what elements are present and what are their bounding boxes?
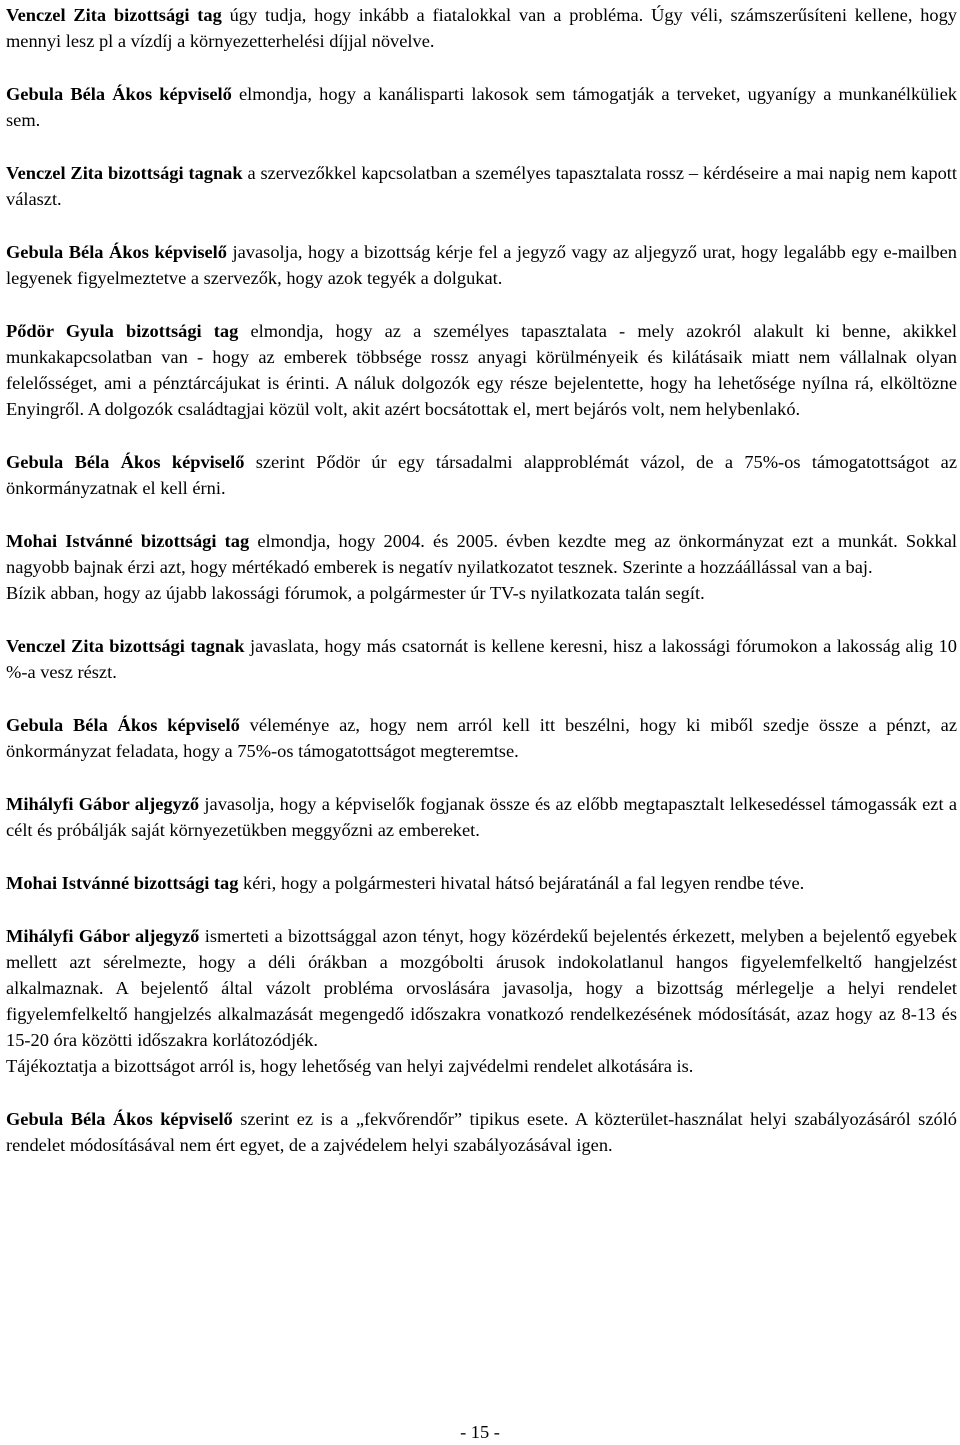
paragraph-text: javasolja, hogy a képviselők fogjanak össze és az előbb megtapasztalt lelkesedéssel támogassák ezt a célt és próbálják saját környezetükben meggyőzni az embereket. — [6, 794, 958, 840]
paragraph — [6, 870, 957, 896]
speaker-name: Gebula Béla Ákos képviselő — [6, 1109, 233, 1129]
speaker-name: Mihályfi Gábor aljegyző — [6, 794, 200, 814]
paragraph — [6, 1053, 957, 1079]
speaker-name: Gebula Béla Ákos képviselő — [6, 452, 245, 472]
paragraph-text: kéri, hogy a polgármesteri hivatal hátsó bejáratánál a fal legyen rendbe téve. — [238, 873, 805, 893]
paragraph-text: elmondja, hogy a kanálisparti lakosok sem támogatják a terveket, ugyanígy a munkanélküliek sem. — [6, 84, 958, 130]
page-number: - 15 - — [460, 1422, 500, 1442]
paragraph-text: ismerteti a bizottsággal azon tényt, hogy közérdekű bejelentés érkezett, melyben a bejelentő egyebek mellett azt sérelmezte, hogy a déli órákban a mozgóbolti árusok indokolatlanul hangos figyelemfelkeltő hangjelzést alkalmaznak. A bejelentő által vázolt probléma orvoslására javasolja, hogy a bizottság mérlegelje a helyi rendelet figyelemfelkeltő hangjelzés alkalmazását megengedő időszakra vonatkozó rendelkezésének módosítását, azaz hogy az 8-13 és 15-20 óra közötti időszakra korlátozódjék. — [6, 926, 958, 1050]
speaker-name: Mohai Istvánné bizottsági tag — [6, 873, 239, 893]
paragraph — [6, 580, 957, 606]
speaker-name: Gebula Béla Ákos képviselő — [6, 84, 232, 104]
speaker-name: Venczel Zita bizottsági tagnak — [6, 163, 243, 183]
paragraph-text: szerint Pődör úr egy társadalmi alapproblémát vázol, de a 75%-os támogatottságot az önkormányzatnak el kell érni. — [6, 452, 957, 498]
paragraph-text: úgy tudja, hogy inkább a fiatalokkal van a probléma. Úgy véli, számszerűsíteni kellene, hogy mennyi lesz pl a vízdíj a környezetterhelési díjjal növelve. — [6, 5, 957, 51]
speaker-name: Venczel Zita bizottsági tagnak — [6, 636, 245, 656]
paragraph — [6, 449, 957, 501]
paragraph-text: javaslata, hogy más csatornát is kellene keresni, hisz a lakossági fórumokon a lakosság alig 10 %-a vesz részt. — [6, 636, 957, 682]
paragraph-text: javasolja, hogy a bizottság kérje fel a jegyző vagy az aljegyző urat, hogy legalább egy e-mailben legyenek figyelmeztetve a szervezők, hogy azok tegyék a dolgukat. — [6, 242, 957, 288]
speaker-name: Venczel Zita bizottsági tag — [6, 5, 222, 25]
paragraph-text: Tájékoztatja a bizottságot arról is, hogy lehetőség van helyi zajvédelmi rendelet alkotására is. — [6, 1056, 694, 1076]
paragraph-text: szerint ez is a „fekvőrendőr” tipikus esete. A közterület-használat helyi szabályozásáról szóló rendelet módosításával nem ért egyet, de a zajvédelem helyi szabályozásával igen. — [6, 1109, 958, 1155]
speaker-name: Mohai Istvánné bizottsági tag — [6, 531, 250, 551]
paragraph-text: véleménye az, hogy nem arról kell itt beszélni, hogy ki miből szedje össze a pénzt, az önkormányzat feladata, hogy a 75%-os támogatottságot megteremtse. — [6, 715, 957, 761]
document-body — [6, 0, 957, 1185]
paragraph — [6, 712, 957, 764]
speaker-name: Mihályfi Gábor aljegyző — [6, 926, 200, 946]
speaker-name: Gebula Béla Ákos képviselő — [6, 715, 240, 735]
speaker-name: Gebula Béla Ákos képviselő — [6, 242, 227, 262]
paragraph-text: Bízik abban, hogy az újabb lakossági fórumok, a polgármester úr TV-s nyilatkozata talán segít. — [6, 583, 705, 603]
speaker-name: Pődör Gyula bizottsági tag — [6, 321, 239, 341]
paragraph — [6, 239, 957, 291]
paragraph — [6, 633, 957, 685]
paragraph — [6, 528, 957, 580]
paragraph-text: elmondja, hogy az a személyes tapasztalata - mely azokról alakult ki benne, akikkel munkakapcsolatban van - hogy az emberek többsége rossz anyagi körülményeik és kilátásaik miatt nem vállalnak olyan felelősséget, ami a pénztárcájukat is érinti. A náluk dolgozók egy része bejelentette, hogy ha lehetősége nyílna rá, elköltözne Enyingről. A dolgozók családtagjai közül volt, akit azért bocsátottak el, mert bejárós volt, nem helybenlakó. — [6, 321, 958, 419]
paragraph-text: a szervezőkkel kapcsolatban a személyes tapasztalata rossz – kérdéseire a mai napig nem kapott választ. — [6, 163, 957, 209]
paragraph — [6, 81, 957, 133]
paragraph — [6, 1106, 957, 1158]
paragraph — [6, 2, 957, 54]
paragraph — [6, 318, 957, 422]
paragraph — [6, 160, 957, 212]
paragraph-text: elmondja, hogy 2004. és 2005. évben kezdte meg az önkormányzat ezt a munkát. Sokkal nagyobb bajnak érzi azt, hogy mértékadó emberek is negatív nyilatkozatot tesznek. Szerinte a hozzáállással van a baj. — [6, 531, 957, 577]
paragraph — [6, 923, 957, 1053]
paragraph — [6, 791, 957, 843]
